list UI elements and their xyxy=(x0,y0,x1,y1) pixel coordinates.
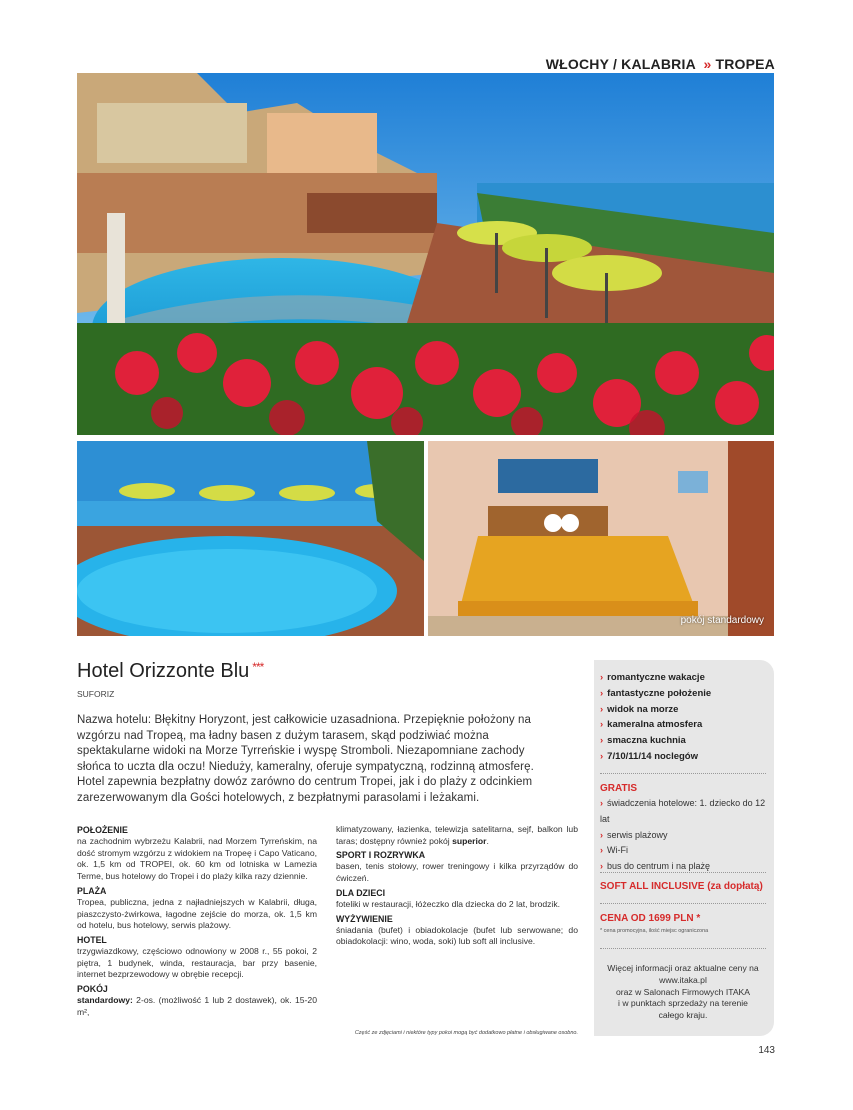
chevron-right-icon: › xyxy=(600,750,604,762)
room-photo-image xyxy=(428,441,774,636)
section-text-pokoj xyxy=(77,995,317,1018)
room-superior: superior xyxy=(452,835,487,846)
feature-item xyxy=(600,686,711,702)
divider xyxy=(600,948,766,949)
chevron-right-icon: › xyxy=(600,845,603,856)
price: CENA OD 1699 PLN * xyxy=(600,913,701,924)
hotel-title xyxy=(77,660,263,683)
gratis-list xyxy=(600,796,774,875)
soft-all-inclusive: SOFT ALL INCLUSIVE (za dopłatą) xyxy=(600,881,763,892)
gratis-label: serwis plażowy xyxy=(607,829,668,840)
section-text-plaza: Tropea, publiczna, jedna z najładniejszych w Kalabrii, długa, piaszczysto-żwirkowa, łagodne zejście do morza, ok. 1,5 km od hotelu, bus hotelowy, serwis plażowy. xyxy=(77,896,317,931)
section-title-polozenie: POŁOŻENIE xyxy=(77,825,128,835)
breadcrumb-region: KALABRIA xyxy=(621,56,696,72)
gratis-item xyxy=(600,796,774,828)
section-title-wyzywienie: WYŻYWIENIE xyxy=(336,913,393,924)
price-note: * cena promocyjna, ilość miejsc ograniczona xyxy=(600,928,709,934)
chevron-right-icon: › xyxy=(600,735,604,747)
room-cont-text: klimatyzowany, łazienka, telewizja satelitarna, sejf, balkon lub taras; dostępny również pokój xyxy=(336,824,578,846)
itaka-link[interactable]: www.itaka.pl xyxy=(659,974,707,985)
section-text-polozenie: na zachodnim wybrzeżu Kalabrii, nad Morzem Tyrreńskim, na dość stromym wzgórzu z widokiem na Tropeę i Capo Vaticano, ok. 1,5 km od TROPEI, ok. 60 km od lotniska w Lamezia Terme, bus hotelowy do Tropei i do plaży kilka razy dziennie. xyxy=(77,836,317,882)
divider xyxy=(600,773,766,774)
chevron-right-icon: › xyxy=(600,861,603,872)
more-info-line: całego kraju. xyxy=(658,1010,708,1021)
section-text-hotel: trzygwiazdkowy, częściowo odnowiony w 2008 r., 55 pokoi, 2 piętra, 1 budynek, winda, restauracja, bar przy basenie, internet bezprzewodowy w obrębie recepcji. xyxy=(77,945,317,980)
section-text-dzieci: foteliki w restauracji, łóżeczko dla dziecka do 2 lat, brodzik. xyxy=(336,898,561,909)
more-info-line: oraz w Salonach Firmowych ITAKA xyxy=(615,986,751,997)
hotel-location: SUFORIZ xyxy=(77,689,115,699)
feature-label: widok na morze xyxy=(607,703,679,715)
footnote: Część ze zdjęciami i niektóre typy pokoi mogą być dodatkowo płatne i obsługiwane osobno. xyxy=(354,1030,578,1036)
gratis-item xyxy=(600,843,774,859)
features-list xyxy=(600,670,711,765)
section-text-wyzywienie: śniadania (bufet) i obiadokolacje (bufet lub serwowane; do obiadokolacji: wino, woda, soki) lub soft all inclusive. xyxy=(336,924,578,947)
details-column-left xyxy=(77,824,317,1020)
breadcrumb-country: WŁOCHY xyxy=(545,56,609,72)
more-info xyxy=(600,963,766,1022)
chevron-right-icon: › xyxy=(600,829,603,840)
section-title-pokoj: POKÓJ xyxy=(77,984,108,995)
pool-photo-image xyxy=(77,441,424,636)
hotel-name: Hotel Orizzonte Blu xyxy=(77,660,250,682)
room-end: . xyxy=(486,835,489,846)
chevron-right-icon: › xyxy=(600,672,604,683)
room-type-text: 2-os. (możliwość 1 lub 2 dostawek), ok. 15-20 m², xyxy=(77,995,317,1017)
chevron-right-icon: › xyxy=(600,687,604,699)
pool-photo xyxy=(77,441,424,636)
section-title-dzieci: DLA DZIECI xyxy=(336,887,386,898)
feature-item xyxy=(600,702,711,718)
details-column-right xyxy=(336,824,578,950)
section-text-pokoj-cont xyxy=(336,824,578,847)
gratis-label: Wi-Fi xyxy=(607,845,628,856)
chevron-right-icon: › xyxy=(600,798,603,808)
chevron-right-icon: › xyxy=(600,719,604,731)
more-info-line: Więcej informacji oraz aktualne ceny na xyxy=(607,963,759,973)
section-text-sport: basen, tenis stołowy, rower treningowy i kilka przyrządów do ćwiczeń. xyxy=(336,861,578,884)
sidebar-box xyxy=(594,660,774,1036)
hero-photo xyxy=(77,73,774,435)
divider xyxy=(600,872,766,873)
breadcrumb-slash: / xyxy=(612,56,618,72)
gratis-label: bus do centrum i na plażę xyxy=(607,861,711,872)
breadcrumb xyxy=(546,56,775,72)
section-title-hotel: HOTEL xyxy=(77,934,107,945)
room-type-label: standardowy: xyxy=(77,995,133,1006)
feature-label: fantastyczne położenie xyxy=(607,687,712,699)
breadcrumb-chevron: » xyxy=(703,56,712,72)
feature-item xyxy=(600,670,711,686)
gratis-label: świadczenia hotelowe: 1. dziecko do 12 lat xyxy=(600,798,766,824)
feature-label: 7/10/11/14 noclegów xyxy=(607,750,698,762)
gratis-item xyxy=(600,828,774,844)
section-title-sport: SPORT I ROZRYWKA xyxy=(336,850,426,861)
room-photo xyxy=(428,441,774,636)
hotel-intro: Nazwa hotelu: Błękitny Horyzont, jest całkowicie uzasadniona. Przepięknie położony na wzgórzu nad Tropeą, ma ładny basen z dużym tarasem, skąd podziwiać można spektakularne widoki na Morze Tyrreńskie i wyspę Stromboli. Niezapomniane zachody słońca to uczta dla oczu! Nieduży, kameralny, oferuje sympatyczną, rodzinną atmosferę. Hotel zapewnia bezpłatny dowóz zarówno do centrum Tropei, jak i do plaży z odcinkiem zarezerwowanym dla Gości hotelowych, z bezpłatnymi parasolami i leżakami. xyxy=(77,714,534,804)
feature-label: kameralna atmosfera xyxy=(607,719,703,731)
feature-item xyxy=(600,749,711,765)
feature-label: romantyczne wakacje xyxy=(607,672,705,683)
page-number: 143 xyxy=(758,1045,775,1056)
gratis-title: GRATIS xyxy=(600,783,638,794)
more-info-line: i w punktach sprzedaży na terenie xyxy=(618,998,748,1009)
feature-item xyxy=(600,717,711,733)
section-title-plaza: PLAŻA xyxy=(77,885,107,896)
hotel-stars: *** xyxy=(252,660,264,674)
chevron-right-icon: › xyxy=(600,703,604,715)
feature-label: smaczna kuchnia xyxy=(607,735,686,747)
hero-photo-image xyxy=(77,73,774,435)
breadcrumb-town: TROPEA xyxy=(715,56,775,72)
divider xyxy=(600,903,766,904)
feature-item xyxy=(600,733,711,749)
room-photo-caption: pokój standardowy xyxy=(680,615,764,626)
